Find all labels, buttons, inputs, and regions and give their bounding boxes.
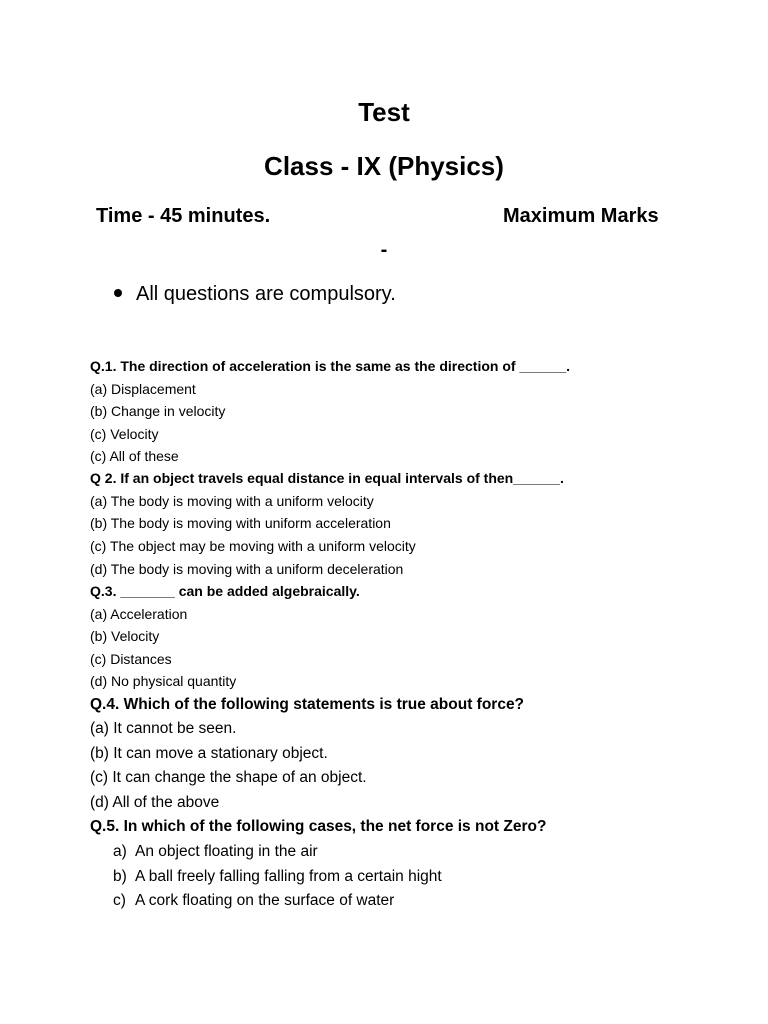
- option-marker: c): [113, 892, 126, 909]
- question-5-option-c: [113, 890, 394, 912]
- question-5-option-b: [113, 866, 442, 888]
- question-1-option-d: (c) All of these: [90, 448, 179, 464]
- question-4: Q.4. Which of the following statements is true about force?: [90, 696, 525, 713]
- maximum-marks-value: -: [380, 239, 388, 261]
- question-1: Q.1. The direction of acceleration is the same as the direction of ______.: [90, 358, 571, 374]
- question-5-option-a: [113, 841, 318, 863]
- question-2-option-a: (a) The body is moving with a uniform velocity: [90, 493, 374, 509]
- option-marker: b): [113, 868, 127, 885]
- option-text: A ball freely falling falling from a certain hight: [135, 868, 442, 885]
- document-subtitle: Class - IX (Physics): [264, 151, 504, 181]
- question-2-option-c: (c) The object may be moving with a uniform velocity: [90, 538, 416, 554]
- bullet-icon: [114, 289, 122, 297]
- question-2-option-b: (b) The body is moving with uniform acceleration: [90, 515, 391, 531]
- question-1-option-a: (a) Displacement: [90, 381, 196, 397]
- instruction-text: All questions are compulsory.: [136, 283, 396, 305]
- document-title: Test: [358, 97, 410, 127]
- question-4-option-a: (a) It cannot be seen.: [90, 720, 237, 737]
- question-4-option-d: (d) All of the above: [90, 794, 220, 811]
- question-1-option-b: (b) Change in velocity: [90, 403, 226, 419]
- instruction-item: [114, 280, 396, 308]
- option-text: An object floating in the air: [135, 843, 318, 860]
- option-text: A cork floating on the surface of water: [135, 892, 395, 909]
- question-3-option-d: (d) No physical quantity: [90, 673, 237, 689]
- question-3-option-a: (a) Acceleration: [90, 606, 188, 622]
- question-2-option-d: (d) The body is moving with a uniform deceleration: [90, 561, 404, 577]
- question-3-option-b: (b) Velocity: [90, 628, 160, 644]
- time-limit: Time - 45 minutes.: [96, 205, 271, 227]
- question-5: Q.5. In which of the following cases, the net force is not Zero?: [90, 818, 547, 835]
- question-1-option-c: (c) Velocity: [90, 426, 159, 442]
- question-2: Q 2. If an object travels equal distance in equal intervals of then______.: [90, 470, 564, 486]
- option-marker: a): [113, 843, 127, 860]
- question-3-option-c: (c) Distances: [90, 651, 172, 667]
- maximum-marks-label: Maximum Marks: [503, 205, 659, 227]
- question-3: Q.3. _______ can be added algebraically.: [90, 583, 360, 599]
- question-4-option-b: (b) It can move a stationary object.: [90, 745, 328, 762]
- question-4-option-c: (c) It can change the shape of an object.: [90, 769, 367, 786]
